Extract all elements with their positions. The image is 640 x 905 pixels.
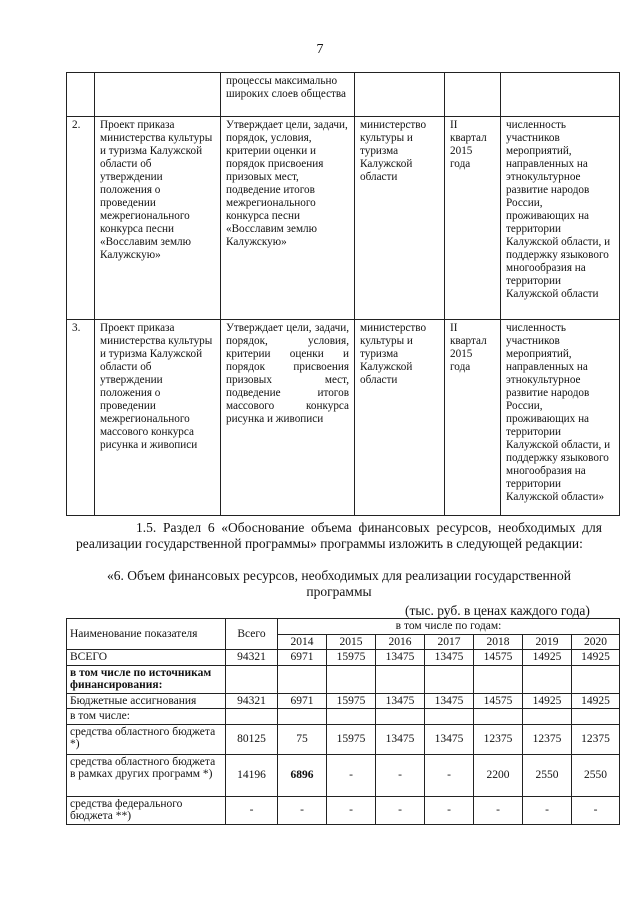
table-row bbox=[67, 73, 620, 117]
row-value: 2550 bbox=[523, 754, 572, 796]
table-row bbox=[67, 665, 620, 693]
row-value: 14925 bbox=[572, 693, 620, 709]
row-value: 14575 bbox=[474, 650, 523, 666]
table-row bbox=[67, 709, 620, 725]
row-value: 75 bbox=[278, 724, 327, 754]
row-value: 12375 bbox=[572, 724, 620, 754]
row-name: Проект приказа министерства культуры и туризма Калужской области об утверждении положения о проведении межрегионального конкурса песни «Восславим землю Калужскую» bbox=[95, 117, 221, 320]
row-term: II квартал 2015 года bbox=[445, 117, 501, 320]
table-row bbox=[67, 754, 620, 796]
row-value: 15975 bbox=[327, 724, 376, 754]
row-executor: министерство культуры и туризма Калужской области bbox=[355, 117, 445, 320]
row-value: - bbox=[523, 796, 572, 824]
row-value: 13475 bbox=[376, 650, 425, 666]
row-result: численность участников мероприятий, направленных на этнокультурное развитие народов России, проживающих на территории Калужской области, и поддержку языкового многообразия на территории Калужской области» bbox=[501, 320, 620, 516]
row-label: в том числе: bbox=[67, 709, 226, 725]
row-total: - bbox=[226, 796, 278, 824]
row-value bbox=[474, 709, 523, 725]
row-value bbox=[474, 665, 523, 693]
row-value: - bbox=[376, 796, 425, 824]
row-value: - bbox=[376, 754, 425, 796]
row-value bbox=[327, 709, 376, 725]
year-header: 2019 bbox=[523, 634, 572, 650]
row-label: средства областного бюджета в рамках других программ *) bbox=[67, 754, 226, 796]
table-row bbox=[67, 320, 620, 516]
table-cell bbox=[501, 73, 620, 117]
row-label: средства федерального бюджета **) bbox=[67, 796, 226, 824]
header-row bbox=[67, 619, 620, 635]
year-header: 2020 bbox=[572, 634, 620, 650]
row-value bbox=[572, 665, 620, 693]
row-value bbox=[425, 665, 474, 693]
row-executor: министерство культуры и туризма Калужской области bbox=[355, 320, 445, 516]
row-value: 15975 bbox=[327, 650, 376, 666]
row-value: 13475 bbox=[425, 650, 474, 666]
row-value bbox=[278, 709, 327, 725]
row-total: 14196 bbox=[226, 754, 278, 796]
row-label: средства областного бюджета *) bbox=[67, 724, 226, 754]
row-term: II квартал 2015 года bbox=[445, 320, 501, 516]
row-value: - bbox=[572, 796, 620, 824]
table-cell bbox=[67, 73, 95, 117]
section-title: «6. Объем финансовых ресурсов, необходимых для реализации государственной программы bbox=[107, 568, 571, 599]
table-row bbox=[67, 117, 620, 320]
row-value bbox=[376, 709, 425, 725]
row-value: 14925 bbox=[523, 693, 572, 709]
row-value: 14575 bbox=[474, 693, 523, 709]
page-number: 7 bbox=[316, 42, 324, 57]
header-name: Наименование показателя bbox=[67, 619, 226, 650]
units-note: (тыс. руб. в ценах каждого года) bbox=[405, 603, 590, 618]
row-value: 14925 bbox=[572, 650, 620, 666]
row-value: 12375 bbox=[474, 724, 523, 754]
table-row bbox=[67, 724, 620, 754]
row-value: - bbox=[278, 796, 327, 824]
year-header: 2016 bbox=[376, 634, 425, 650]
row-value bbox=[523, 709, 572, 725]
table-row bbox=[67, 693, 620, 709]
row-content: Утверждает цели, задачи, порядок, условия, критерии оценки и порядок присвоения призовых мест, подведение итогов массового конкурса рисунка и живописи bbox=[221, 320, 355, 516]
row-total bbox=[226, 709, 278, 725]
row-value bbox=[425, 709, 474, 725]
row-value bbox=[376, 665, 425, 693]
row-value: 12375 bbox=[523, 724, 572, 754]
row-content: Утверждает цели, задачи, порядок, условия, критерии оценки и порядок присвоения призовых мест, подведение итогов межрегионального конкурса песни «Восславим землю Калужскую» bbox=[221, 117, 355, 320]
table-row bbox=[67, 650, 620, 666]
row-label: в том числе по источникам финансирования: bbox=[67, 665, 226, 693]
row-value bbox=[523, 665, 572, 693]
header-years-group: в том числе по годам: bbox=[278, 619, 620, 635]
year-header: 2017 bbox=[425, 634, 474, 650]
row-total: 94321 bbox=[226, 693, 278, 709]
financial-table bbox=[66, 618, 620, 825]
table-row bbox=[67, 796, 620, 824]
row-number: 2. bbox=[67, 117, 95, 320]
header-total: Всего bbox=[226, 619, 278, 650]
row-value: 6896 bbox=[278, 754, 327, 796]
row-label: ВСЕГО bbox=[67, 650, 226, 666]
row-value: 15975 bbox=[327, 693, 376, 709]
row-total bbox=[226, 665, 278, 693]
row-value: 2550 bbox=[572, 754, 620, 796]
year-header: 2018 bbox=[474, 634, 523, 650]
row-value: 13475 bbox=[376, 693, 425, 709]
row-label: Бюджетные ассигнования bbox=[67, 693, 226, 709]
continuation-cell: процессы максимально широких слоев общества bbox=[221, 73, 355, 117]
row-value bbox=[572, 709, 620, 725]
row-total: 80125 bbox=[226, 724, 278, 754]
table-cell bbox=[95, 73, 221, 117]
row-name: Проект приказа министерства культуры и туризма Калужской области об утверждении положения о проведении межрегионального массового конкурса рисунка и живописи bbox=[95, 320, 221, 516]
row-value: - bbox=[327, 754, 376, 796]
paragraph-1-5: 1.5. Раздел 6 «Обоснование объема финансовых ресурсов, необходимых для реализации государственной программы» программы изложить в следующей редакции: bbox=[76, 520, 602, 551]
year-header: 2014 bbox=[278, 634, 327, 650]
year-header: 2015 bbox=[327, 634, 376, 650]
row-value: 2200 bbox=[474, 754, 523, 796]
row-value: 14925 bbox=[523, 650, 572, 666]
activities-table bbox=[66, 72, 620, 516]
table-cell bbox=[445, 73, 501, 117]
table-cell bbox=[355, 73, 445, 117]
row-number: 3. bbox=[67, 320, 95, 516]
row-value: 13475 bbox=[425, 693, 474, 709]
row-value: 13475 bbox=[425, 724, 474, 754]
row-value bbox=[278, 665, 327, 693]
row-value: - bbox=[425, 796, 474, 824]
row-value: - bbox=[425, 754, 474, 796]
row-total: 94321 bbox=[226, 650, 278, 666]
row-value: 6971 bbox=[278, 693, 327, 709]
row-value: - bbox=[327, 796, 376, 824]
row-value bbox=[327, 665, 376, 693]
row-value: 6971 bbox=[278, 650, 327, 666]
row-value: - bbox=[474, 796, 523, 824]
row-value: 13475 bbox=[376, 724, 425, 754]
row-result: численность участников мероприятий, направленных на этнокультурное развитие народов России, проживающих на территории Калужской области, и поддержку языкового многообразия на территории Калужской области bbox=[501, 117, 620, 320]
